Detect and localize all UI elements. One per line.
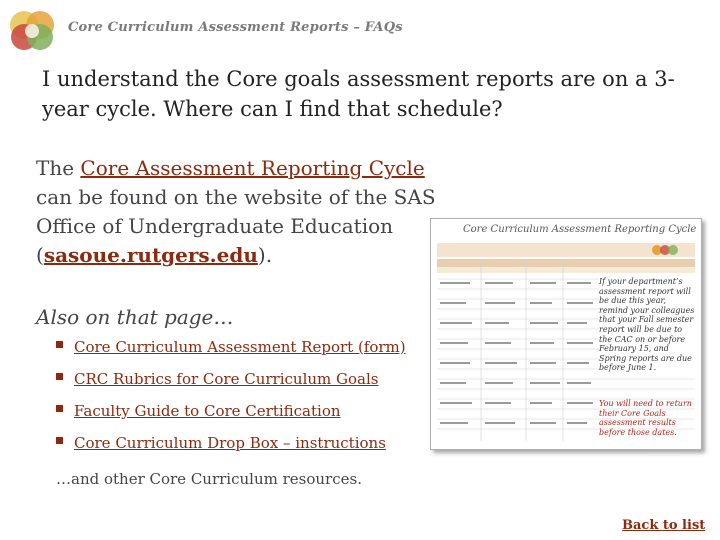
- answer-middle: can be found on the website of the SAS Office of Undergraduate Education (: [36, 185, 436, 267]
- thumbnail-title: Core Curriculum Assessment Reporting Cycle: [463, 224, 697, 235]
- assessment-report-form-link[interactable]: Core Curriculum Assessment Report (form): [74, 338, 406, 356]
- resource-item: [56, 402, 406, 434]
- crc-rubrics-link[interactable]: CRC Rubrics for Core Curriculum Goals: [74, 370, 379, 388]
- bullet-icon: [56, 405, 63, 412]
- answer-suffix: ).: [257, 243, 273, 267]
- bullet-icon: [56, 437, 63, 444]
- sasoue-url-link[interactable]: sasoue.rutgers.edu: [43, 243, 258, 267]
- thumbnail-callout-return: You will need to return their Core Goals assessment results before those dates.: [599, 399, 692, 437]
- resources-list: [56, 338, 406, 466]
- reporting-cycle-thumbnail: [430, 218, 702, 450]
- answer-prefix: The: [36, 156, 81, 180]
- header: [0, 0, 720, 58]
- bullet-icon: [56, 373, 63, 380]
- more-resources-text: …and other Core Curriculum resources.: [56, 470, 362, 488]
- core-curriculum-logo-icon: [6, 5, 62, 53]
- resource-item: [56, 338, 406, 370]
- resource-item: [56, 434, 406, 466]
- thumbnail-callout-due-dates: If your department’s assessment report will be due this year, remind your colleagues that your Fall semester report will be due to the CAC on or before February 15, and Spring reports are due before June 1.: [599, 277, 695, 373]
- drop-box-instructions-link[interactable]: Core Curriculum Drop Box – instructions: [74, 434, 386, 452]
- also-heading: Also on that page…: [36, 305, 234, 329]
- back-to-list-link[interactable]: Back to list: [622, 518, 706, 533]
- header-title: Core Curriculum Assessment Reports – FAQs: [68, 20, 403, 35]
- faculty-guide-link[interactable]: Faculty Guide to Core Certification: [74, 402, 341, 420]
- resource-item: [56, 370, 406, 402]
- faq-answer: [36, 154, 436, 270]
- faq-question: I understand the Core goals assessment reports are on a 3-year cycle. Where can I find that schedule?: [42, 67, 675, 121]
- bullet-icon: [56, 341, 63, 348]
- reporting-cycle-link[interactable]: Core Assessment Reporting Cycle: [80, 156, 425, 180]
